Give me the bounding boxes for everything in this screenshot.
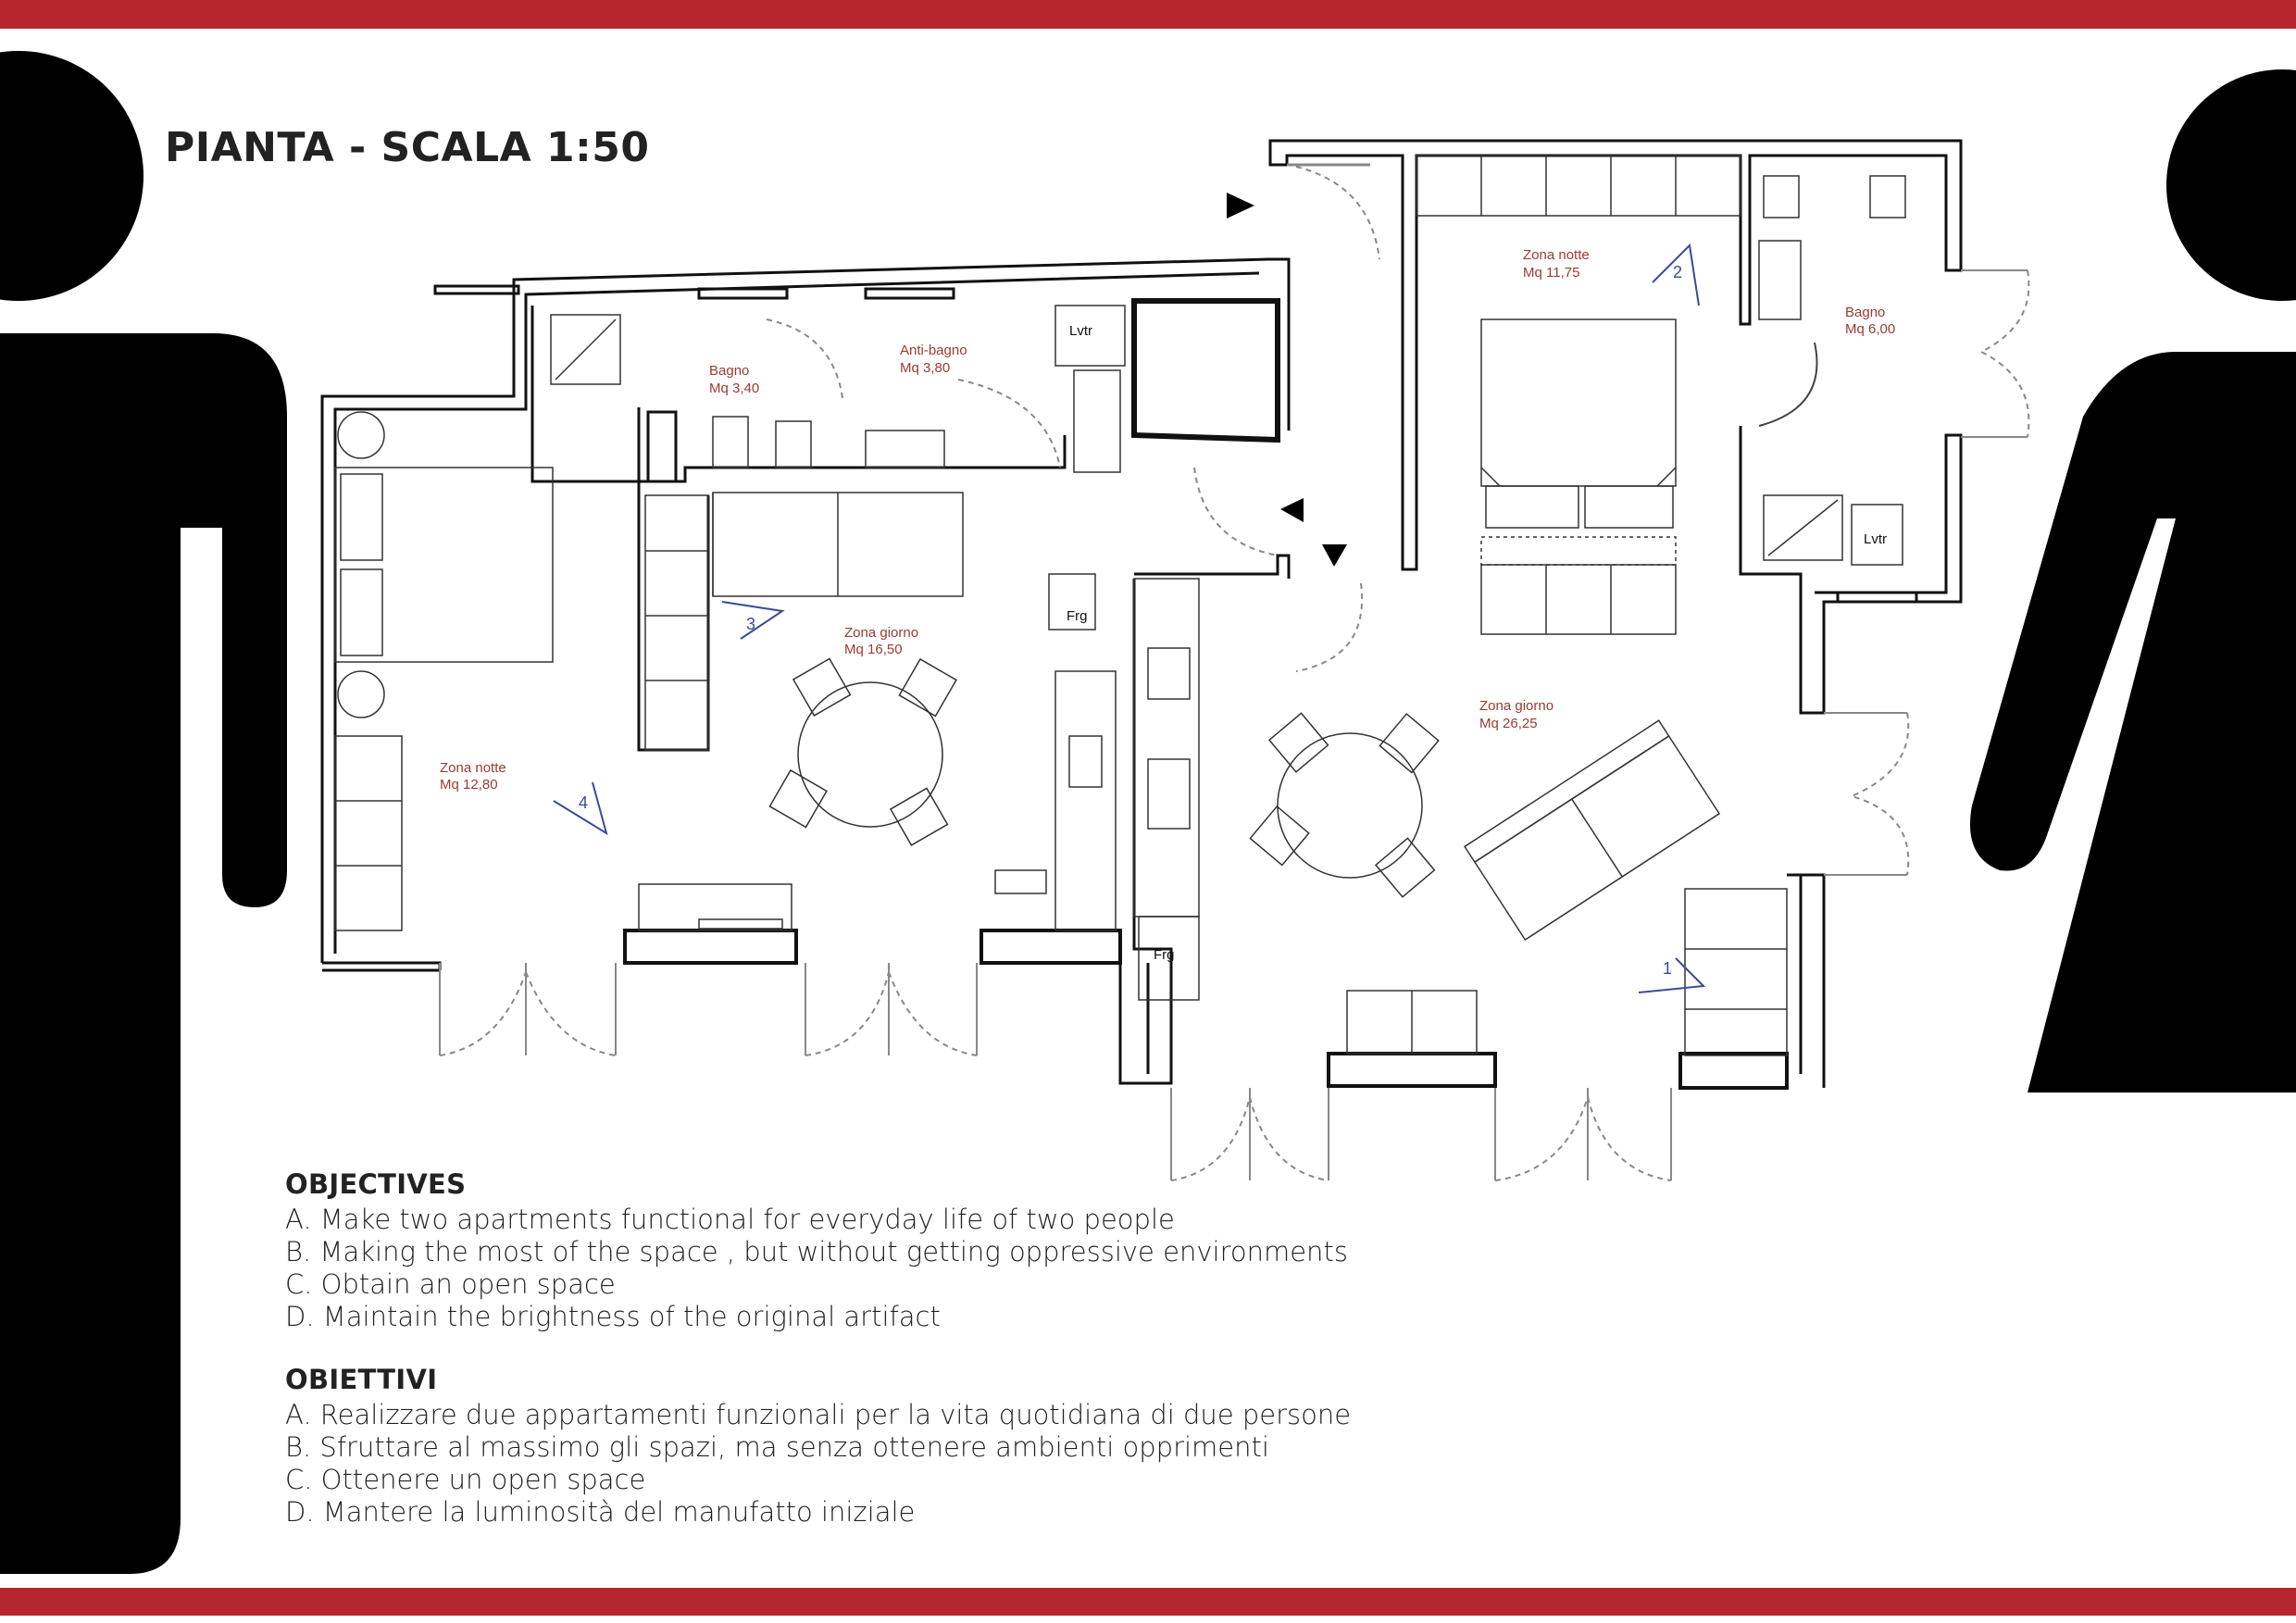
fridge-label: Frg [1154,947,1175,963]
obiettivo-item: B. Sfruttare al massimo gli spazi, ma senza ottenere ambienti opprimenti [285,1431,1269,1463]
room-label: Anti-bagno [900,343,967,358]
view-marker-label: 2 [1673,263,1683,281]
obiettivo-item: C. Ottenere un open space [285,1464,646,1495]
room-label: Zona notte [1523,247,1590,263]
objective-item: A. Make two apartments functional for everyday life of two people [285,1204,1175,1235]
room-label: Mq 3,80 [900,360,951,376]
obiettivo-item: A. Realizzare due appartamenti funzionali per la vita quotidiana di due persone [285,1399,1352,1430]
room-label: Mq 12,80 [440,777,498,793]
plan-title: PIANTA - SCALA 1:50 [165,124,650,171]
room-label: Mq 6,00 [1845,321,1896,337]
view-marker-label: 1 [1663,959,1673,978]
objective-item: B. Making the most of the space , but without getting oppressive environments [285,1236,1348,1267]
entry-arrow-icon [1280,498,1304,522]
fridge-label: Frg [1067,608,1088,624]
view-marker-label: 3 [746,615,756,633]
objective-item: D. Maintain the brightness of the original artifact [285,1301,941,1332]
room-area: Mq 3,40 [709,381,760,396]
objectives-heading: OBJECTIVES [285,1168,467,1200]
room-label: Mq 26,25 [1479,716,1538,731]
view-marker-label: 4 [579,793,589,812]
obiettivi-section [285,1364,1351,1529]
room-label: Bagno [709,363,750,379]
obiettivo-item: D. Mantere la luminosità del manufatto iniziale [285,1496,916,1528]
objective-item: C. Obtain an open space [285,1268,616,1300]
room-label: Zona giorno [1479,698,1554,714]
room-label: Mq 16,50 [844,642,903,657]
objectives-section [285,1168,1348,1333]
female-figure-icon [1970,69,2296,1092]
washer-label: Lvtr [1864,531,1888,547]
left-apartment-wall [322,259,1289,963]
room-label: Mq 11,75 [1523,265,1580,281]
entry-arrow-icon [1322,544,1347,567]
room-labels [440,247,1895,793]
room-label: Zona giorno [844,625,919,641]
obiettivi-heading: OBIETTIVI [285,1364,438,1395]
male-figure-icon [0,51,287,1574]
entry-arrow-icon [1227,193,1254,218]
room-label: Zona notte [440,760,506,776]
room-label: Bagno [1845,305,1886,320]
washer-label: Lvtr [1069,323,1093,339]
